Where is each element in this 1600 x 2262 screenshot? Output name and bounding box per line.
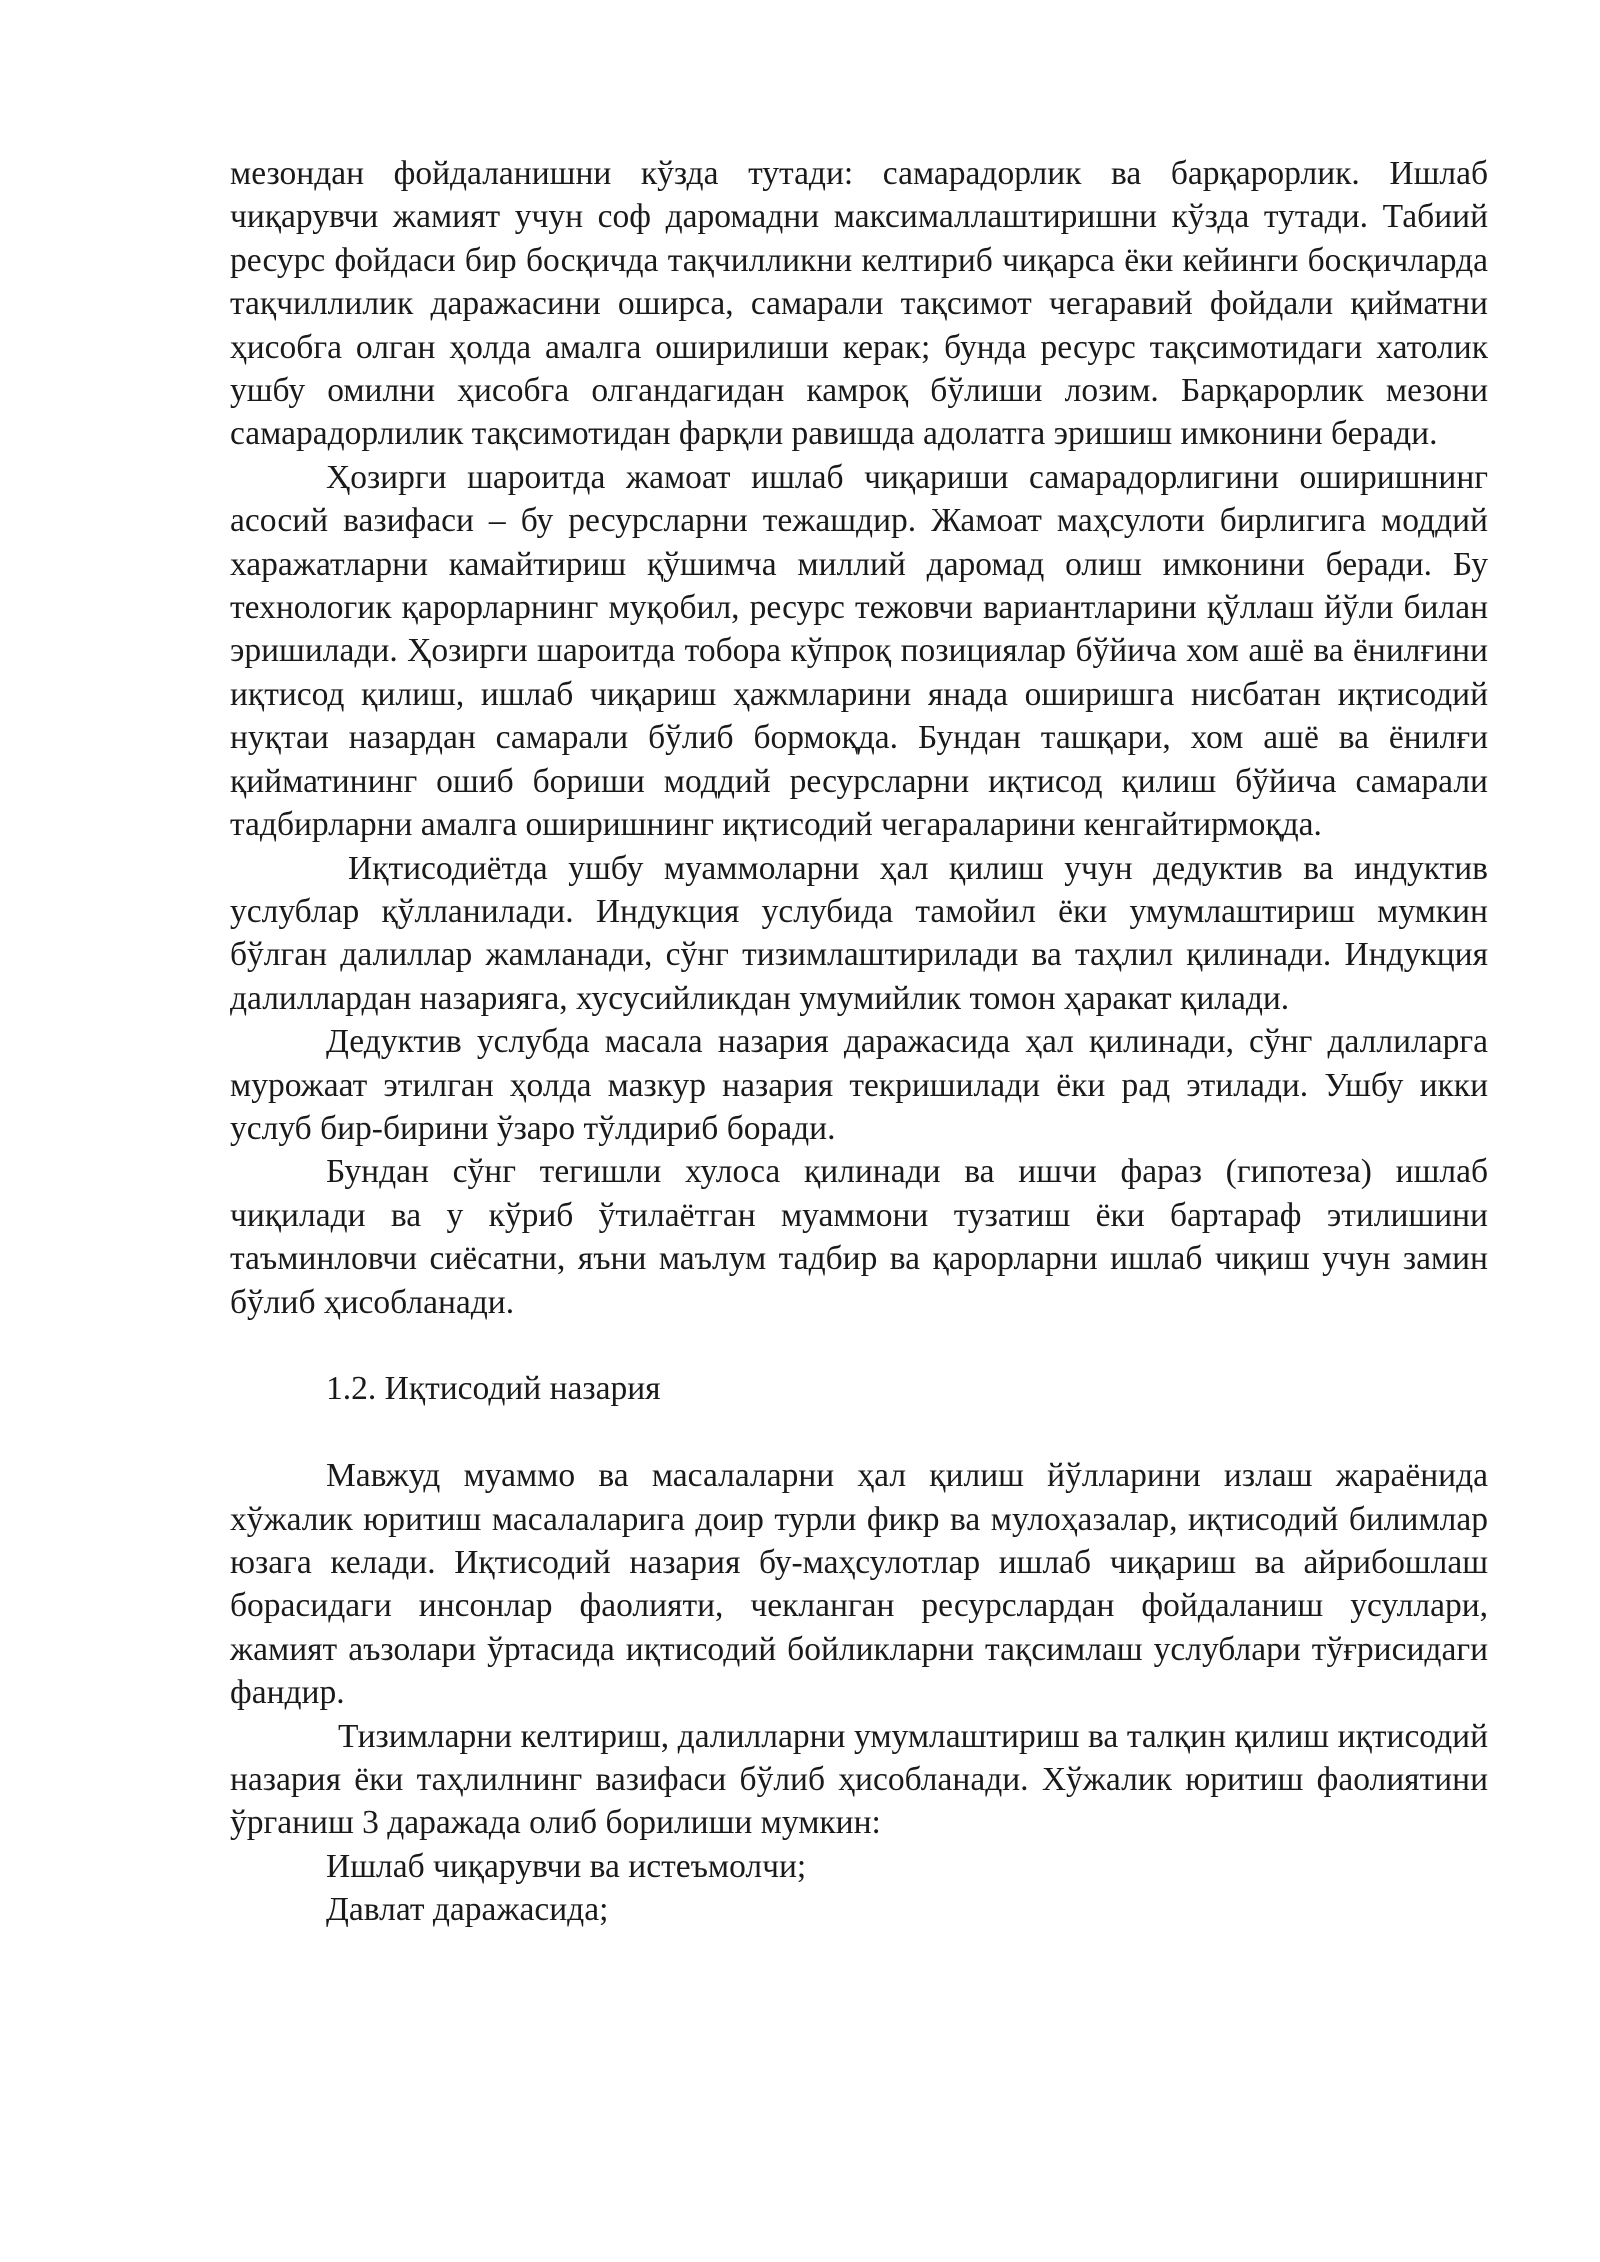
list-item: Ишлаб чиқарувчи ва истеъмолчи; bbox=[326, 1847, 807, 1885]
paragraph-economic-theory: Мавжуд муаммо ва масалаларни ҳал қилиш йўлларини излаш жараёнида хўжалик юритиш масалаларига доир турли фикр ва мулоҳазалар, иқтисодий билимлар юзага келади. Иқтисодий назария бу-маҳсулотлар ишлаб чиқариш ва айрибошлаш борасидаги инсонлар фаолияти, чекланган ресурслардан фойдаланиш усуллари, жамият аъзолари ўртасида иқтисодий бойликларни тақсимлаш услублари тўғрисидаги фандир. bbox=[230, 1457, 1488, 1712]
paragraph-deductive-method: Дедуктив услубда масала назария даражасида ҳал қилинади, сўнг даллиларга мурожаат этилган ҳолда мазкур назария текришилади ёки рад этилади. Ушбу икки услуб бир-бирини ўзаро тўлдириб боради. bbox=[230, 1023, 1488, 1147]
paragraph-hypothesis: Бундан сўнг тегишли хулоса қилинади ва ишчи фараз (гипотеза) ишлаб чиқилади ва у кўриб ўтилаётган муаммони тузатиш ёки бартараф этилишини таъминловчи сиёсатни, яъни маълум тадбир ва қарорларни ишлаб чиқиш учун замин бўлиб ҳисобланади. bbox=[230, 1153, 1488, 1321]
paragraph-continuation: мезондан фойдаланишни кўзда тутади: самарадорлик ва барқарорлик. Ишлаб чиқарувчи жамият учун соф даромадни максималлаштиришни кўзда тутади. Табиий ресурс фойдаси бир босқичда тақчилликни келтириб чиқарса ёки кейинги босқичларда тақчиллилик даражасини оширса, самарали тақсимот чегаравий фойдали қийматни ҳисобга олган ҳолда амалга оширилиши керак; бунда ресурс тақсимотидаги хатолик ушбу омилни ҳисобга олгандагидан камроқ бўлиши лозим. Барқарорлик мезони самарадорлилик тақсимотидан фарқли равишда адолатга эришиш имконини беради. bbox=[230, 155, 1488, 453]
paragraph-resource-saving: Ҳозирги шароитда жамоат ишлаб чиқариши самарадорлигини оширишнинг асосий вазифаси – бу ресурсларни тежашдир. Жамоат маҳсулоти бирлигига моддий харажатларни камайтириш қўшимча миллий даромад олиш имконини беради. Бу технологик қарорларнинг муқобил, ресурс тежовчи вариантларини қўллаш йўли билан эришилади. Ҳозирги шароитда тобора кўпроқ позициялар бўйича хом ашё ва ёнилғини иқтисод қилиш, ишлаб чиқариш ҳажмларини янада оширишга нисбатан иқтисодий нуқтаи назардан самарали бўлиб бормоқда. Бундан ташқари, хом ашё ва ёнилғи қийматининг ошиб бориши моддий ресурсларни иқтисод қилиш бўйича самарали тадбирларни амалга оширишнинг иқтисодий чегараларини кенгайтирмоқда. bbox=[230, 458, 1488, 844]
section-heading: 1.2. Иқтисодий назария bbox=[326, 1370, 661, 1408]
paragraph-deductive-inductive: Иқтисодиётда ушбу муаммоларни ҳал қилиш учун дедуктив ва индуктив услублар қўлланилади. Индукция услубида тамойил ёки умумлаштириш мумкин бўлган далиллар жамланади, сўнг тизимлаштирилади ва таҳлил қилинади. Индукция далиллардан назарияга, хусусийликдан умумийлик томон ҳаракат қилади. bbox=[230, 849, 1488, 1017]
paragraph-systems: Тизимларни келтириш, далилларни умумлаштириш ва талқин қилиш иқтисодий назария ёки таҳлилнинг вазифаси бўлиб ҳисобланади. Хўжалик юритиш фаолиятини ўрганиш 3 даражада олиб борилиши мумкин: bbox=[230, 1717, 1488, 1842]
document-page bbox=[230, 152, 1488, 1932]
list-item: Давлат даражасида; bbox=[326, 1891, 609, 1929]
